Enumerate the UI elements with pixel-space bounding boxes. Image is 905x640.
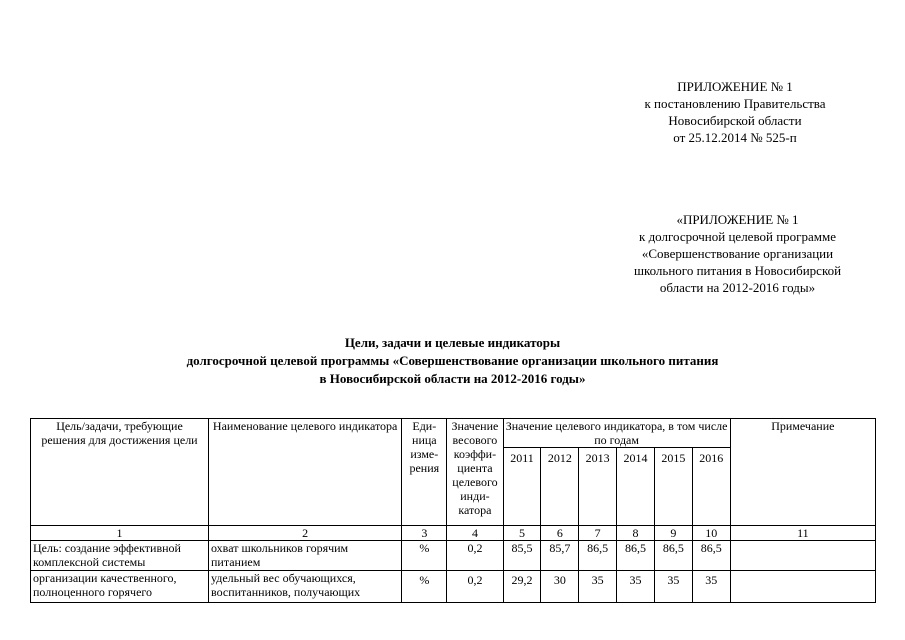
weight-cell: 0,2 xyxy=(447,541,503,571)
column-number: 11 xyxy=(730,526,875,541)
value-cell: 35 xyxy=(654,571,692,603)
approval-header xyxy=(610,78,860,146)
column-number: 7 xyxy=(579,526,617,541)
value-cell: 86,5 xyxy=(654,541,692,571)
value-cell: 86,5 xyxy=(617,541,655,571)
goal-cell: организации качественного, полноценного горячего xyxy=(31,571,209,603)
header-row xyxy=(31,419,876,448)
approval-line: от 25.12.2014 № 525-п xyxy=(673,130,797,145)
indicator-cell: удельный вес обучающихся, воспитанников, получающих xyxy=(208,571,401,603)
column-number: 8 xyxy=(617,526,655,541)
title-line: в Новосибирской области на 2012-2016 годы» xyxy=(319,371,586,386)
table-row xyxy=(31,571,876,603)
header-goal: Цель/задачи, требующие решения для достижения цели xyxy=(31,419,209,526)
weight-cell: 0,2 xyxy=(447,571,503,603)
column-number: 5 xyxy=(503,526,541,541)
header-year: 2012 xyxy=(541,448,579,526)
column-number: 2 xyxy=(208,526,401,541)
header-weight: Значение весового коэффи- циента целевого инди- катора xyxy=(447,419,503,526)
value-cell: 85,5 xyxy=(503,541,541,571)
title-line: Цели, задачи и целевые индикаторы xyxy=(344,335,561,350)
value-cell: 85,7 xyxy=(541,541,579,571)
document-title xyxy=(60,334,845,388)
approval-line: к постановлению Правительства xyxy=(644,96,826,111)
note-cell xyxy=(730,541,875,571)
indicators-table xyxy=(30,418,876,603)
header-year: 2011 xyxy=(503,448,541,526)
column-number: 3 xyxy=(402,526,447,541)
header-year: 2013 xyxy=(579,448,617,526)
value-cell: 35 xyxy=(579,571,617,603)
table-row xyxy=(31,541,876,571)
header-unit: Еди- ница изме- рения xyxy=(402,419,447,526)
indicator-cell: охват школьников горячим питанием xyxy=(208,541,401,571)
unit-cell: % xyxy=(402,571,447,603)
header-year: 2016 xyxy=(692,448,730,526)
appendix-line: «ПРИЛОЖЕНИЕ № 1 xyxy=(676,212,799,227)
appendix-header xyxy=(600,211,875,296)
appendix-line: к долгосрочной целевой программе xyxy=(639,229,836,244)
unit-cell: % xyxy=(402,541,447,571)
header-value-group: Значение целевого индикатора, в том числе по годам xyxy=(503,419,730,448)
column-number: 9 xyxy=(654,526,692,541)
column-number: 1 xyxy=(31,526,209,541)
appendix-line: школьного питания в Новосибирской xyxy=(633,263,842,278)
value-cell: 35 xyxy=(692,571,730,603)
column-numbers-row xyxy=(31,526,876,541)
approval-line: ПРИЛОЖЕНИЕ № 1 xyxy=(677,79,793,94)
header-year: 2015 xyxy=(654,448,692,526)
title-line: долгосрочной целевой программы «Совершенствование организации школьного питания xyxy=(186,353,719,368)
goal-cell: Цель: создание эффективной комплексной системы xyxy=(31,541,209,571)
approval-line: Новосибирской области xyxy=(668,113,802,128)
appendix-line: «Совершенствование организации xyxy=(641,246,834,261)
header-year: 2014 xyxy=(617,448,655,526)
value-cell: 86,5 xyxy=(579,541,617,571)
header-note: Примечание xyxy=(730,419,875,526)
note-cell xyxy=(730,571,875,603)
value-cell: 86,5 xyxy=(692,541,730,571)
value-cell: 35 xyxy=(617,571,655,603)
appendix-line: области на 2012-2016 годы» xyxy=(659,280,816,295)
value-cell: 30 xyxy=(541,571,579,603)
column-number: 4 xyxy=(447,526,503,541)
header-indicator: Наименование целевого индикатора xyxy=(208,419,401,526)
column-number: 6 xyxy=(541,526,579,541)
value-cell: 29,2 xyxy=(503,571,541,603)
column-number: 10 xyxy=(692,526,730,541)
